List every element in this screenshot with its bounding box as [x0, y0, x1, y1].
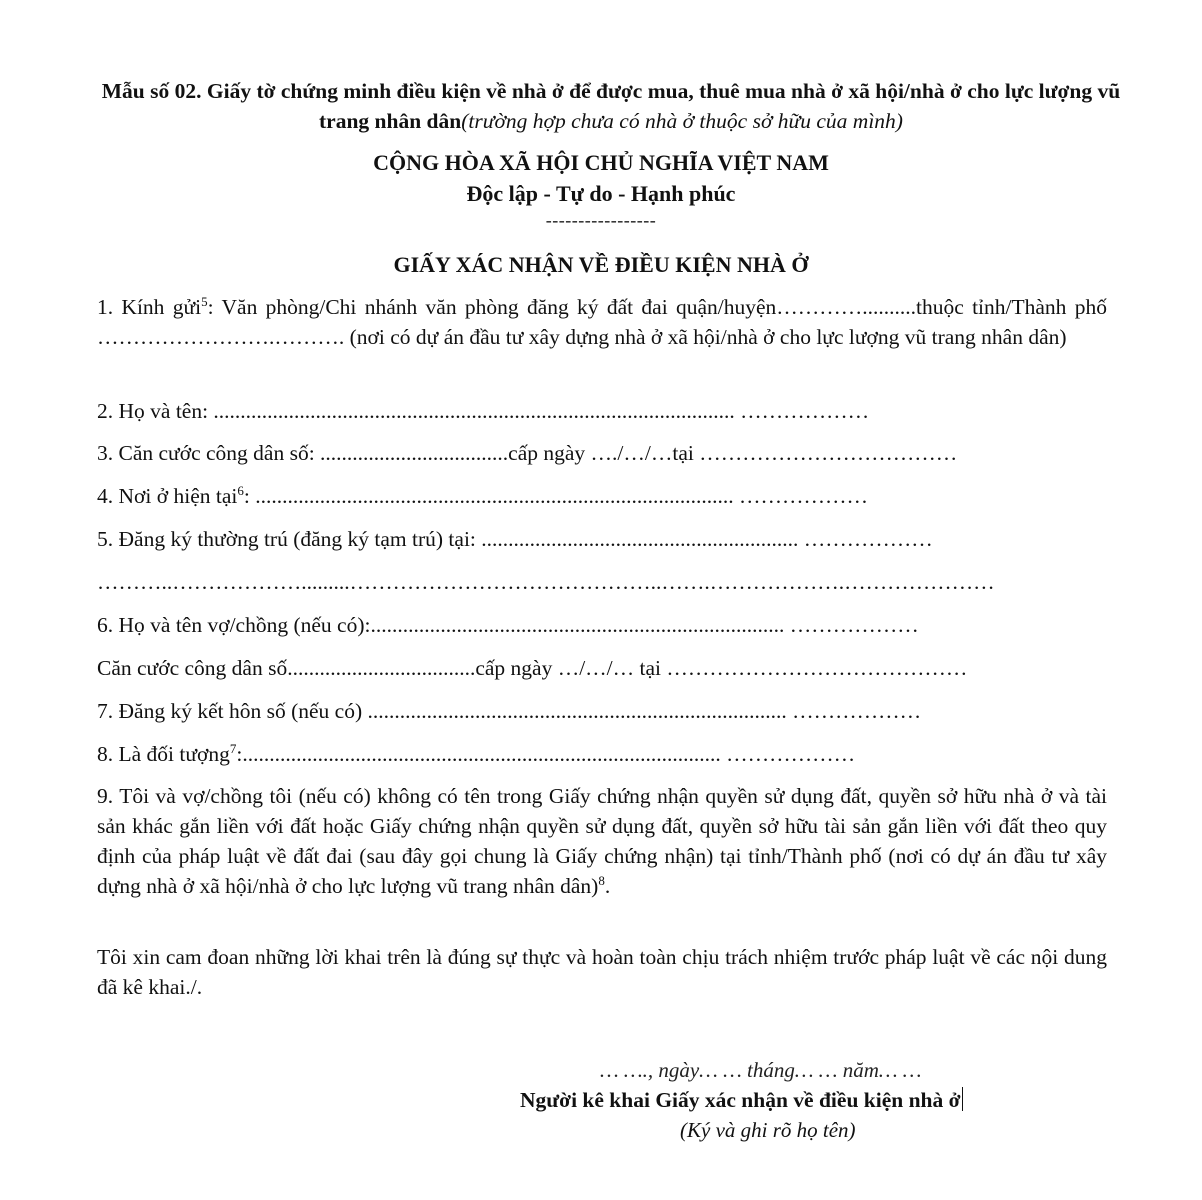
signature-title-text: Người kê khai Giấy xác nhận về điều kiện nhà ở: [520, 1088, 961, 1112]
item-2-full-name[interactable]: 2. Họ và tên: ................................................................................................. ………………: [97, 399, 870, 423]
signature-date-line[interactable]: … …., ngày… … tháng… … năm… …: [600, 1058, 922, 1082]
form-title-main: Mẫu số 02. Giấy tờ chứng minh điều kiện về nhà ở để được mua, thuê mua nhà ở xã hội/nhà ở cho lực lượng vũ trang nhân dân: [101, 79, 1121, 133]
item-4-dots: : ......................................................................................... ………………: [243, 484, 868, 508]
text-cursor: [962, 1087, 963, 1111]
form-title-note: (trường hợp chưa có nhà ở thuộc sở hữu của mình): [461, 109, 903, 133]
national-name: CỘNG HÒA XÃ HỘI CHỦ NGHĨA VIỆT NAM: [373, 150, 829, 175]
item-7-marriage-registration[interactable]: 7. Đăng ký kết hôn số (nếu có) .............................................................................. ………………: [97, 699, 922, 723]
item-5-continuation[interactable]: ………..……………….........……………………………………..…….……………….…………………: [97, 570, 995, 594]
footnote-7: 7: [229, 740, 237, 756]
declaration-paragraph: Tôi xin cam đoan những lời khai trên là đúng sự thực và hoàn toàn chịu trách nhiệm trước pháp luật về các nội dung đã kê khai./.: [97, 945, 1107, 999]
item-5-registered-residence[interactable]: 5. Đăng ký thường trú (đăng ký tạm trú) tại: ........................................................... ………………: [97, 527, 933, 551]
item-8-label: 8. Là đối tượng: [97, 742, 230, 766]
footnote-6: 6: [237, 482, 244, 498]
item-6-spouse-name[interactable]: 6. Họ và tên vợ/chồng (nếu có):............................................................................. ………………: [97, 613, 919, 637]
item-4-label: 4. Nơi ở hiện tại: [97, 484, 238, 508]
item-1-text: : Văn phòng/Chi nhánh văn phòng đăng ký đất đai quận/huyện…………..........thuộc tỉnh/Thành phố …………………….………. (nơi có dự án đầu tư xây dựng nhà ở xã hội/nhà ở cho lực lượng vũ trang nhân dân): [97, 295, 1107, 349]
form-title: [80, 76, 1142, 136]
item-4-current-residence[interactable]: [97, 481, 1107, 511]
header-divider: -----------------: [545, 210, 657, 230]
item-1-recipient: [97, 292, 1107, 352]
item-8-dots: :......................................................................................... ………………: [236, 742, 856, 766]
item-1-label: 1. Kính gửi: [97, 295, 202, 319]
footnote-5: 5: [201, 293, 208, 309]
national-motto: Độc lập - Tự do - Hạnh phúc: [466, 181, 736, 206]
item-8-subject-type[interactable]: [97, 739, 1107, 769]
footnote-8: 8: [598, 872, 605, 888]
signature-title: [520, 1085, 963, 1115]
item-9-statement: [97, 781, 1107, 901]
signature-note: (Ký và ghi rõ họ tên): [680, 1118, 856, 1142]
item-9-end: .: [604, 874, 611, 898]
item-3-citizen-id[interactable]: 3. Căn cước công dân số: ...................................cấp ngày …./…/…tại ………………………………: [97, 441, 958, 465]
item-9-text: 9. Tôi và vợ/chồng tôi (nếu có) không có tên trong Giấy chứng nhận quyền sử dụng đất, quyền sở hữu nhà ở và tài sản khác gắn liền với đất hoặc Giấy chứng nhận quyền sử dụng đất, quyền sở hữu tài sản gắn liền với đất theo quy định của pháp luật về đất đai (sau đây gọi chung là Giấy chứng nhận) tại tỉnh/Thành phố (nơi có dự án đầu tư xây dựng nhà ở xã hội/nhà ở cho lực lượng vũ trang nhân dân): [97, 784, 1107, 898]
document-title: GIẤY XÁC NHẬN VỀ ĐIỀU KIỆN NHÀ Ở: [393, 252, 809, 277]
item-6-spouse-id[interactable]: Căn cước công dân số...................................cấp ngày …/…/… tại ……………………………………: [97, 656, 968, 680]
